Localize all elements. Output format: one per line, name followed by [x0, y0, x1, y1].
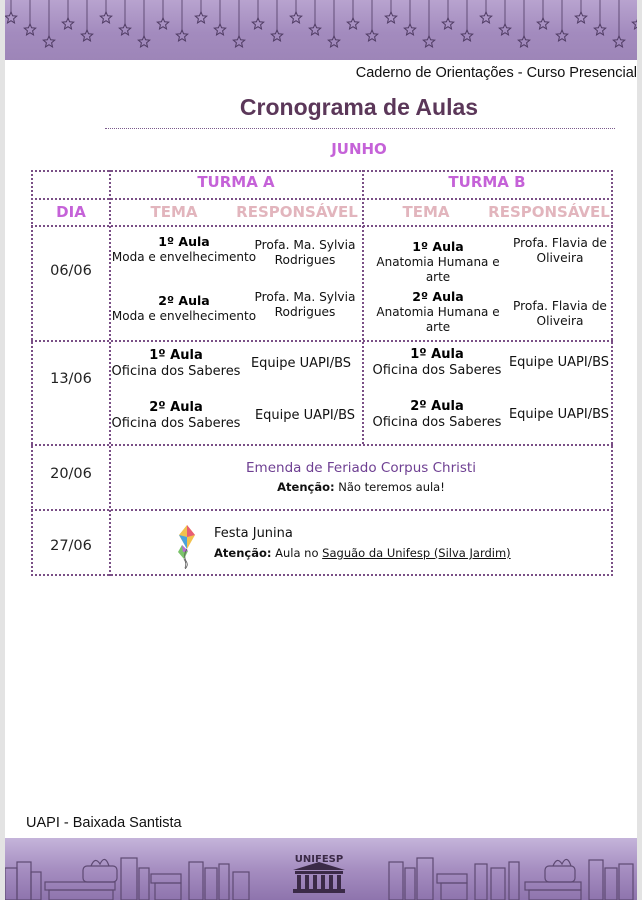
responsible-name-line2: Rodrigues [274, 305, 336, 320]
turma-b-heading: TURMA B [448, 173, 526, 191]
hanging-star-icon [594, 24, 605, 35]
table-line [31, 225, 613, 227]
table-line [31, 444, 613, 446]
holiday-notice: Emenda de Feriado Corpus Christi [246, 460, 476, 476]
responsible-name-line1: Profa. Ma. Sylvia [254, 290, 356, 304]
hanging-star-icon [480, 12, 491, 23]
hanging-star-icon [157, 18, 168, 29]
hanging-star-icon [423, 36, 434, 47]
hanging-star-icon [62, 18, 73, 29]
responsible-name-line2: Oliveira [536, 314, 584, 329]
hanging-star-icon [499, 24, 510, 35]
responsible-name-line2: Rodrigues [274, 253, 336, 268]
responsavel-heading-b: RESPONSÁVEL [488, 203, 610, 221]
class-cell-a2 [111, 400, 241, 433]
class-number: 2º Aula [412, 289, 464, 304]
class-cell-b1 [364, 239, 512, 285]
hanging-star-icon [100, 12, 111, 23]
tema-heading-b: TEMA [402, 203, 450, 221]
class-theme: Oficina dos Saberes [111, 416, 241, 432]
responsible-cell-b2: Equipe UAPI/BS [508, 407, 610, 422]
class-cell-b1 [364, 347, 510, 380]
table-border-right [611, 170, 613, 576]
class-theme: Moda e envelhecimento [111, 249, 257, 264]
hanging-star-icon [328, 36, 339, 47]
class-theme: Anatomia Humana e arte [376, 254, 500, 284]
hanging-star-icon [461, 30, 472, 41]
class-theme: Oficina dos Saberes [372, 415, 502, 431]
hanging-star-icon [24, 24, 35, 35]
class-theme: Moda e envelhecimento [111, 308, 257, 323]
class-theme: Oficina dos Saberes [111, 364, 241, 380]
class-theme: Oficina dos Saberes [372, 363, 502, 379]
class-cell-a1 [111, 348, 241, 381]
responsible-cell-a1: Equipe UAPI/BS [250, 356, 352, 371]
date-cell: 20/06 [50, 466, 92, 482]
title-divider [105, 128, 615, 129]
class-number: 1º Aula [158, 234, 210, 249]
festa-attention-note [214, 546, 511, 560]
top-decorative-band [5, 0, 637, 60]
festa-junina-title: Festa Junina [214, 526, 293, 541]
class-number: 2º Aula [149, 400, 203, 415]
responsible-cell-b1: Equipe UAPI/BS [508, 355, 610, 370]
hanging-star-icon [575, 12, 586, 23]
responsavel-heading-a: RESPONSÁVEL [236, 203, 358, 221]
kite-icon [173, 523, 203, 569]
class-number: 1º Aula [412, 239, 464, 254]
hanging-star-icon [385, 12, 396, 23]
hanging-star-icon [442, 18, 453, 29]
hanging-star-icon [537, 18, 548, 29]
hanging-star-icon [214, 24, 225, 35]
hanging-star-icon [271, 30, 282, 41]
table-line [31, 509, 613, 511]
holiday-attention-note [111, 480, 611, 494]
class-cell-b2 [364, 399, 510, 432]
date-cell: 27/06 [50, 538, 92, 554]
hanging-star-icon [43, 36, 54, 47]
class-theme: Anatomia Humana e arte [376, 304, 500, 334]
attention-label: Atenção: [214, 546, 272, 560]
month-heading: JUNHO [331, 140, 387, 158]
hanging-star-icon [233, 36, 244, 47]
tema-heading-a: TEMA [150, 203, 198, 221]
attention-label: Atenção: [277, 480, 335, 494]
hanging-star-icon [252, 18, 263, 29]
attention-text: Não teremos aula! [338, 480, 445, 494]
class-cell-a2 [111, 293, 257, 324]
hanging-star-icon [347, 18, 358, 29]
table-line [31, 340, 613, 342]
responsible-cell-b1 [509, 236, 611, 267]
hanging-star-icon [518, 36, 529, 47]
bottom-decorative-band [5, 838, 637, 900]
page-title: Cronograma de Aulas [239, 94, 479, 120]
responsible-name-line1: Profa. Flavia de [513, 299, 607, 313]
hanging-star-icon [5, 12, 16, 23]
table-border-bottom [31, 574, 613, 576]
class-cell-b2 [364, 289, 512, 335]
class-number: 2º Aula [158, 293, 210, 308]
hanging-star-icon [290, 12, 301, 23]
dia-column-heading: DIA [56, 203, 86, 221]
hanging-star-icon [309, 24, 320, 35]
hanging-star-icon [138, 36, 149, 47]
responsible-cell-a1 [249, 238, 361, 269]
table-line [31, 198, 613, 200]
responsible-name-line1: Profa. Flavia de [513, 236, 607, 250]
document-header-title: Caderno de Orientações - Curso Presencial [355, 65, 637, 81]
date-cell: 13/06 [50, 371, 92, 387]
schedule-table [31, 170, 613, 576]
hanging-star-icon [81, 30, 92, 41]
hanging-stars-decoration [5, 0, 637, 60]
hanging-star-icon [176, 30, 187, 41]
svg-text:UNIFESP: UNIFESP [294, 854, 344, 865]
responsible-cell-b2 [509, 299, 611, 330]
location-link[interactable]: Saguão da Unifesp (Silva Jardim) [322, 546, 511, 560]
responsible-cell-a2 [249, 290, 361, 321]
turma-a-heading: TURMA A [197, 173, 275, 191]
hanging-star-icon [404, 24, 415, 35]
responsible-name-line1: Profa. Ma. Sylvia [254, 238, 356, 252]
hanging-star-icon [119, 24, 130, 35]
hanging-star-icon [632, 18, 637, 29]
class-number: 1º Aula [410, 347, 464, 362]
class-number: 2º Aula [410, 399, 464, 414]
footer-unit-name: UAPI - Baixada Santista [26, 815, 182, 831]
responsible-cell-a2: Equipe UAPI/BS [254, 408, 356, 423]
date-cell: 06/06 [50, 263, 92, 279]
unifesp-logo-text [283, 852, 355, 866]
class-cell-a1 [111, 234, 257, 265]
hanging-star-icon [613, 36, 624, 47]
document-page [5, 0, 637, 900]
hanging-star-icon [366, 30, 377, 41]
hanging-star-icon [556, 30, 567, 41]
hanging-star-icon [195, 12, 206, 23]
table-border-top [31, 170, 613, 172]
attention-text: Aula no [275, 546, 319, 560]
responsible-name-line2: Oliveira [536, 251, 584, 266]
class-number: 1º Aula [149, 348, 203, 363]
